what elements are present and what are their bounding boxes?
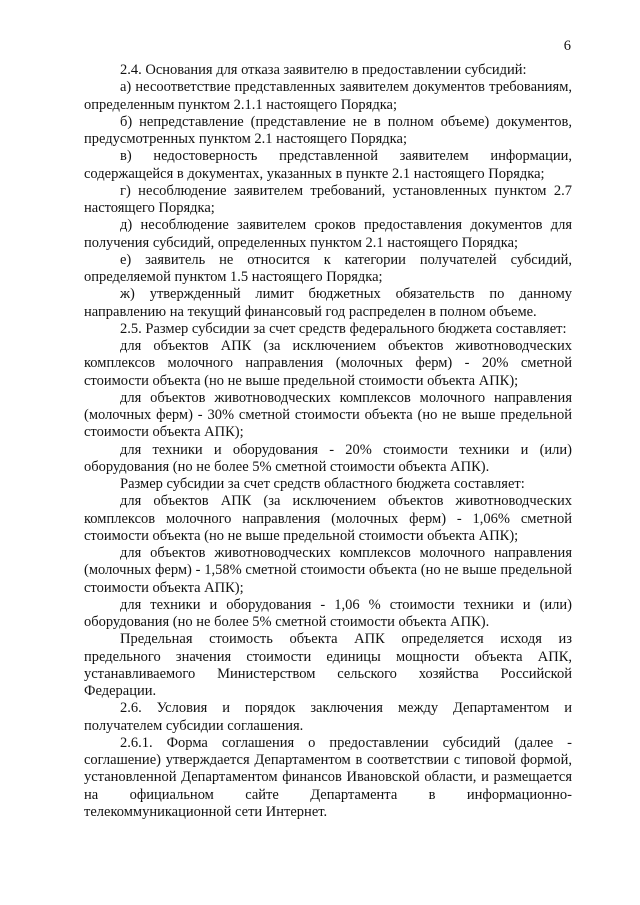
paragraph-2-5: 2.5. Размер субсидии за счет средств федерального бюджета составляет:: [120, 320, 567, 337]
paragraph-regional-equipment: для техники и оборудования - 1,06 % стоимости техники и (или) оборудования (но не более 5% сметной стоимости объекта АПК).: [84, 596, 572, 630]
paragraph-federal-dairy: для объектов животноводческих комплексов молочного направления (молочных ферм) - 30% сметной стоимости объекта (но не выше предельной стоимости объекта АПК);: [84, 389, 572, 441]
paragraph-regional-dairy: для объектов животноводческих комплексов молочного направления (молочных ферм) - 1,58% сметной стоимости объекта (но не выше предельной стоимости объекта АПК);: [84, 545, 572, 596]
paragraph-regional-intro: Размер субсидии за счет средств областного бюджета составляет:: [120, 476, 525, 492]
document-body: [84, 62, 572, 821]
paragraph-2-6: 2.6. Условия и порядок заключения между Департаментом и получателем субсидии соглашения.: [84, 700, 572, 734]
paragraph-2-4: 2.4. Основания для отказа заявителю в предоставлении субсидий:: [120, 62, 527, 78]
paragraph-federal-equipment: для техники и оборудования - 20% стоимости техники и (или) оборудования (но не более 5% сметной стоимости объекта АПК).: [84, 441, 572, 475]
paragraph-2-4-a: а) несоответствие представленных заявителем документов требованиям, определенным пунктом 2.1.1 настоящего Порядка;: [84, 79, 572, 113]
page-number: 6: [563, 38, 571, 54]
paragraph-2-4-g: г) несоблюдение заявителем требований, установленных пунктом 2.7 настоящего Порядка;: [84, 182, 572, 216]
paragraph-2-4-v: в) недостоверность представленной заявителем информации, содержащейся в документах, указанных в пункте 2.1 настоящего Порядка;: [84, 148, 572, 182]
paragraph-2-4-zh: ж) утвержденный лимит бюджетных обязательств по данному направлению на текущий финансовый год распределен в полном объеме.: [84, 286, 572, 320]
paragraph-max-cost: Предельная стоимость объекта АПК определяется исходя из предельного значения стоимости единицы мощности объекта АПК, устанавливаемого Министерством сельского хозяйства Российской Федерации.: [84, 631, 572, 699]
paragraph-2-4-d: д) несоблюдение заявителем сроков предоставления документов для получения субсидий, определенных пунктом 2.1 настоящего Порядка;: [84, 217, 572, 251]
paragraph-federal-apk: для объектов АПК (за исключением объектов животноводческих комплексов молочного направления (молочных ферм) - 20% сметной стоимости объекта (но не выше предельной стоимости объекта АПК);: [84, 338, 572, 389]
paragraph-2-6-1: 2.6.1. Форма соглашения о предоставлении субсидий (далее - соглашение) утверждается Департаментом в соответствии с типовой формой, установленной Департаментом финансов Ивановской области, и размещается на официальном сайте Департамента в информационно-телекоммуникационной сети Интернет.: [84, 734, 572, 820]
paragraph-2-4-b: б) непредставление (представление не в полном объеме) документов, предусмотренных пунктом 2.1 настоящего Порядка;: [84, 113, 572, 147]
paragraph-2-4-e: е) заявитель не относится к категории получателей субсидий, определяемой пунктом 1.5 настоящего Порядка;: [84, 251, 572, 285]
paragraph-regional-apk: для объектов АПК (за исключением объектов животноводческих комплексов молочного направления (молочных ферм) - 1,06% сметной стоимости объекта (но не выше предельной стоимости объекта АПК);: [84, 493, 572, 544]
